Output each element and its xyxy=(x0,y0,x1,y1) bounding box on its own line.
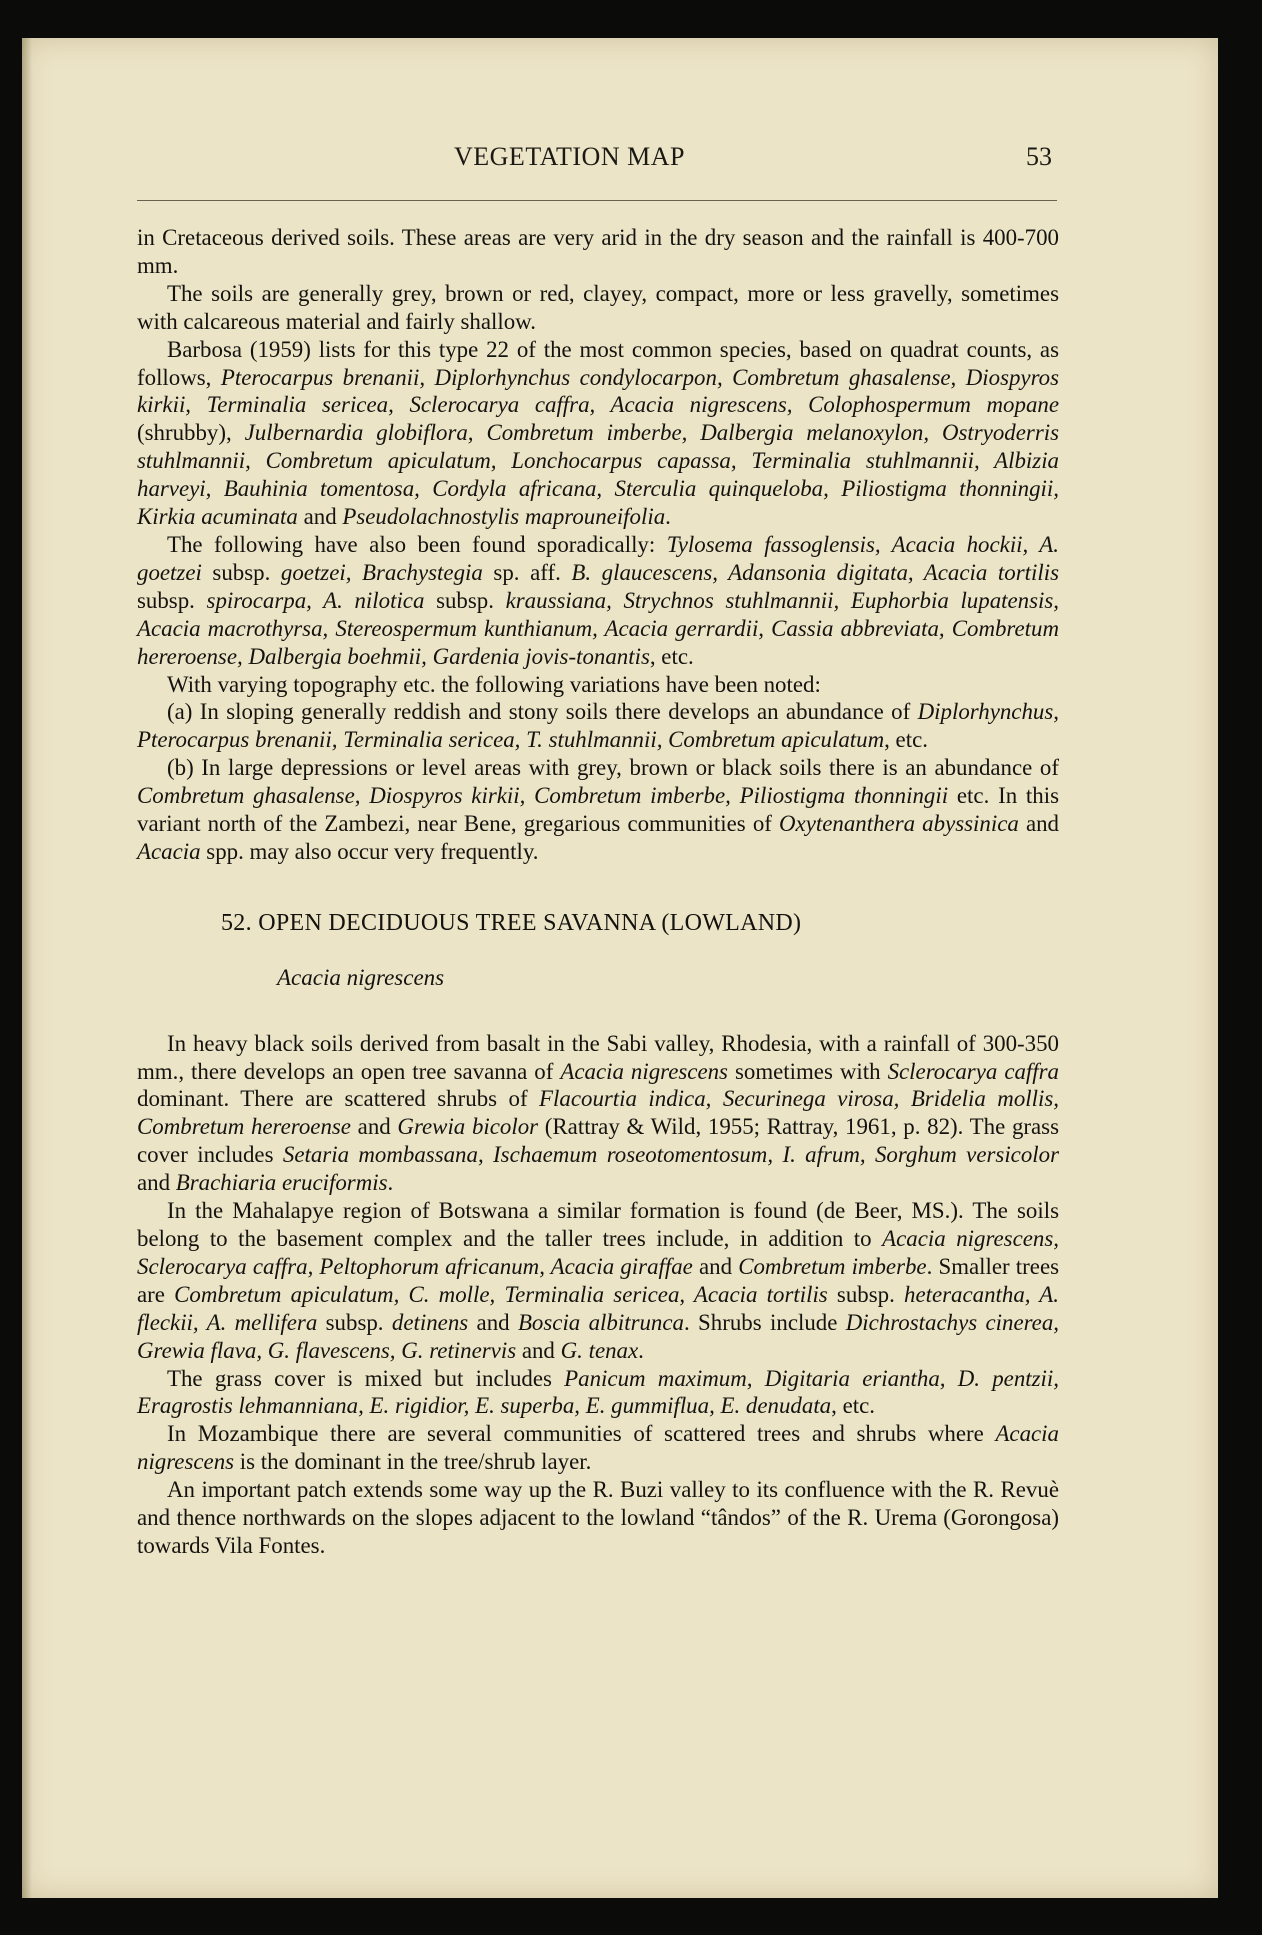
paragraph: The following have also been found sporadically: Tylosema fassoglensis, Acacia hockii, A. goetzei subsp. goetzei, Brachystegia sp. aff. B. glaucescens, Adansonia digitata, Acacia tortilis subsp. spirocarpa, A. nilotica subsp. kraussiana, Strychnos stuhlmannii, Euphorbia lupatensis, Acacia macrothyrsa, Stereospermum kunthianum, Acacia gerrardii, Cassia abbreviata, Combretum hereroense, Dalbergia boehmii, Gardenia jovis-tonantis, etc. xyxy=(137,531,1060,669)
paragraph: in Cretaceous derived soils. These areas are very arid in the dry season and the rainfall is 400-700 mm. xyxy=(137,225,1059,278)
book-page xyxy=(22,38,1218,1898)
paragraph: Barbosa (1959) lists for this type 22 of the most common species, based on quadrat counts, as follows, Pterocarpus brenanii, Diplorhynchus condylocarpon, Combretum ghasalense, Diospyros kirkii, Terminalia sericea, Sclerocarya caffra, Acacia nigrescens, Colophospermum mopane (shrubby), Julbernardia globiflora, Combretum imberbe, Dalbergia melanoxylon, Ostryoderris stuhlmannii, Combretum apiculatum, Lonchocarpus capassa, Terminalia stuhlmannii, Albizia harveyi, Bauhinia tomentosa, Cordyla africana, Sterculia quinqueloba, Piliostigma thonningii, Kirkia acuminata and Pseudolachnostylis maprouneifolia. xyxy=(137,336,1059,530)
section-heading: 52. OPEN DECIDUOUS TREE SAVANNA (LOWLAND) xyxy=(221,909,802,936)
paragraph: In the Mahalapye region of Botswana a similar formation is found (de Beer, MS.). The soils belong to the basement complex and the taller trees include, in addition to Acacia nigrescens, Sclerocarya caffra, Peltophorum africanum, Acacia giraffae and Combretum imberbe. Smaller trees are Combretum apiculatum, C. molle, Terminalia sericea, Acacia tortilis subsp. heteracantha, A. fleckii, A. mellifera subsp. detinens and Boscia albitrunca. Shrubs include Dichrostachys cinerea, Grewia flava, G. flavescens, G. retinervis and G. tenax. xyxy=(137,1198,1060,1363)
paragraph: In Mozambique there are several communities of scattered trees and shrubs where Acacia nigrescens is the dominant in the tree/shrub layer. xyxy=(137,1421,1059,1475)
dominant-species: Acacia nigrescens xyxy=(277,964,445,990)
header-rule xyxy=(137,200,1057,201)
paragraph: (b) In large depressions or level areas with grey, brown or black soils there is an abundance of Combretum ghasalense, Diospyros kirkii, Combretum imberbe, Piliostigma thonningii etc. In this variant north of the Zambezi, near Bene, gregarious communities of Oxytenanthera abyssinica and Acacia spp. may also occur very frequently. xyxy=(137,755,1060,864)
paragraph: An important patch extends some way up the R. Buzi valley to its confluence with the R. Revuè and thence northwards on the slopes adjacent to the lowland “tândos” of the R. Urema (Gorongosa) towards Vila Fontes. xyxy=(137,1477,1059,1558)
paragraph: In heavy black soils derived from basalt in the Sabi valley, Rhodesia, with a rainfall of 300-350 mm., there develops an open tree savanna of Acacia nigrescens sometimes with Sclerocarya caffra dominant. There are scattered shrubs of Flacourtia indica, Securinega virosa, Bridelia mollis, Combretum hereroense and Grewia bicolor (Rattray & Wild, 1955; Rattray, 1961, p. 82). The grass cover includes Setaria mombassana, Ischaemum roseotomentosum, I. afrum, Sorghum versicolor and Brachiaria eruciformis. xyxy=(137,1030,1060,1196)
paragraph: With varying topography etc. the following variations have been noted: xyxy=(167,671,821,697)
paragraph: The soils are generally grey, brown or red, clayey, compact, more or less gravelly, sometimes with calcareous material and fairly shallow. xyxy=(137,280,1059,334)
page-number: 53 xyxy=(1026,142,1052,171)
paragraph: (a) In sloping generally reddish and stony soils there develops an abundance of Diplorhynchus, Pterocarpus brenanii, Terminalia sericea, T. stuhlmannii, Combretum apiculatum, etc. xyxy=(137,699,1059,753)
paragraph: The grass cover is mixed but includes Panicum maximum, Digitaria eriantha, D. pentzii, Eragrostis lehmanniana, E. rigidior, E. superba, E. gummiflua, E. denudata, etc. xyxy=(137,1365,1059,1419)
body-text xyxy=(137,224,1059,1560)
running-title: VEGETATION MAP xyxy=(454,142,685,171)
page-header xyxy=(22,142,1218,182)
